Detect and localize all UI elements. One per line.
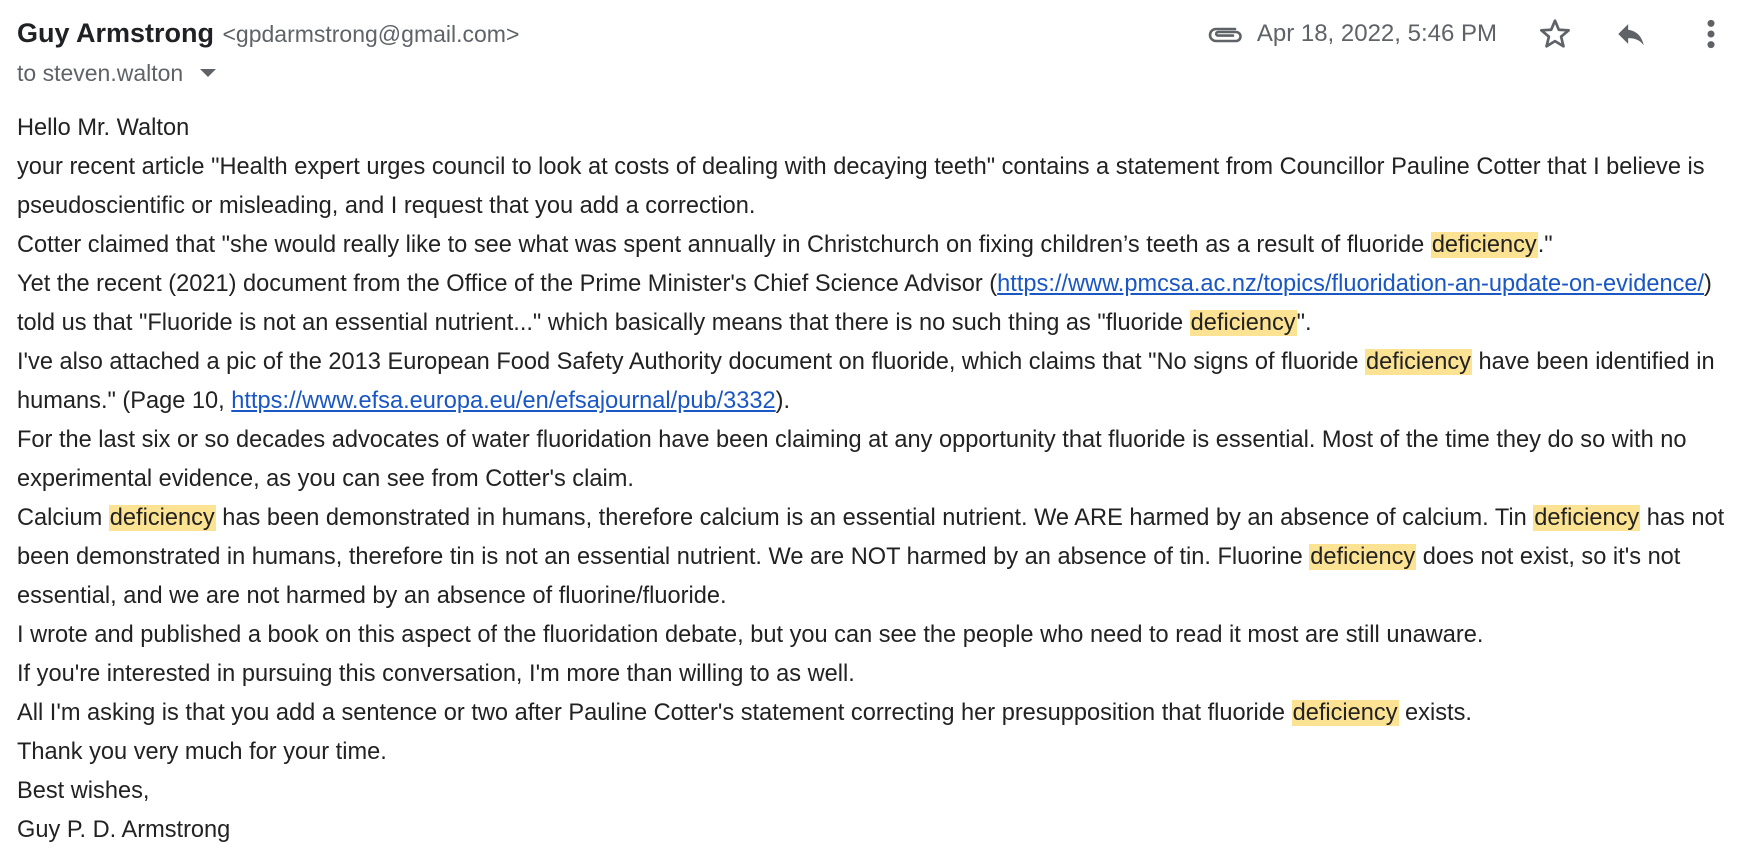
sender-email: <gpdarmstrong@gmail.com> xyxy=(222,21,520,47)
paragraph xyxy=(17,694,1737,733)
message-header xyxy=(17,14,1731,94)
message-date: Apr 18, 2022, 5:46 PM xyxy=(1256,20,1497,47)
text: ). xyxy=(775,388,791,414)
text: All I'm asking is that you add a sentence or two after Pauline Cotter's statement correcting her presupposition that fluoride xyxy=(17,700,1292,726)
message-meta xyxy=(1205,14,1731,54)
search-highlight: deficiency xyxy=(109,505,215,531)
text: exists. xyxy=(1398,700,1472,726)
search-highlight: deficiency xyxy=(1534,505,1640,531)
sign-off: Best wishes, xyxy=(17,778,150,804)
text: Calcium xyxy=(17,505,109,531)
reply-button[interactable] xyxy=(1611,14,1651,54)
message-body xyxy=(17,109,1737,850)
recipient-details-dropdown-icon[interactable] xyxy=(200,69,216,77)
text: have been identified in humans." (Page 10, xyxy=(17,349,1715,414)
paragraph: For the last six or so decades advocates of water fluoridation have been claiming at any opportunity that fluoride is essential. Most of the time they do so with no experimental evidence, as you can see from Cotter's claim. xyxy=(17,427,1687,492)
search-highlight: deficiency xyxy=(1431,232,1537,258)
signature: Guy P. D. Armstrong xyxy=(17,817,231,843)
search-highlight: deficiency xyxy=(1190,310,1296,336)
search-highlight: deficiency xyxy=(1310,544,1416,570)
efsa-link[interactable]: https://www.efsa.europa.eu/en/efsajournal/pub/3332 xyxy=(231,388,776,414)
text: ." xyxy=(1537,232,1553,258)
text: does not exist, so it's not essential, and we are not harmed by an absence of fluorine/fluoride. xyxy=(17,544,1681,609)
paragraph xyxy=(17,226,1737,265)
recipient-line xyxy=(17,60,216,87)
paragraph xyxy=(17,343,1737,421)
text: ) told us that "Fluoride is not an essential nutrient..." which basically means that there is no such thing as "fluoride xyxy=(17,271,1712,336)
star-icon xyxy=(1538,17,1572,51)
star-button[interactable] xyxy=(1535,14,1575,54)
paperclip-icon xyxy=(1205,22,1245,46)
reply-icon xyxy=(1614,17,1648,51)
text: Yet the recent (2021) document from the Office of the Prime Minister's Chief Science Advisor ( xyxy=(17,271,998,297)
paragraph xyxy=(17,499,1737,616)
text: has not been demonstrated in humans, therefore tin is not an essential nutrient. We are NOT harmed by an absence of tin. Fluorine xyxy=(17,505,1725,570)
paragraph: I wrote and published a book on this aspect of the fluoridation debate, but you can see the people who need to read it most are still unaware. xyxy=(17,622,1484,648)
text: has been demonstrated in humans, therefore calcium is an essential nutrient. We ARE harmed by an absence of calcium. Tin xyxy=(215,505,1534,531)
paragraph: Thank you very much for your time. xyxy=(17,739,387,765)
more-options-button[interactable] xyxy=(1691,14,1731,54)
search-highlight: deficiency xyxy=(1292,700,1398,726)
more-vert-icon xyxy=(1703,17,1719,51)
recipient-label: to steven.walton xyxy=(17,60,184,86)
text: Cotter claimed that "she would really like to see what was spent annually in Christchurch on fixing children’s teeth as a result of fluoride xyxy=(17,232,1431,258)
paragraph: If you're interested in pursuing this conversation, I'm more than willing to as well. xyxy=(17,661,855,687)
sender-name[interactable]: Guy Armstrong xyxy=(17,18,215,48)
pmcsa-link[interactable]: https://www.pmcsa.ac.nz/topics/fluoridation-an-update-on-evidence/ xyxy=(997,271,1705,297)
sender xyxy=(17,18,519,49)
search-highlight: deficiency xyxy=(1366,349,1471,375)
paragraph: your recent article "Health expert urges council to look at costs of dealing with decaying teeth" contains a statement from Councillor Pauline Cotter that I believe is pseudoscientific or misleading, and I request that you add a correction. xyxy=(17,154,1705,219)
text: ". xyxy=(1296,310,1312,336)
paragraph xyxy=(17,265,1737,343)
greeting: Hello Mr. Walton xyxy=(17,115,190,141)
text: I've also attached a pic of the 2013 European Food Safety Authority document on fluoride, which claims that "No signs of fluoride xyxy=(17,349,1366,375)
